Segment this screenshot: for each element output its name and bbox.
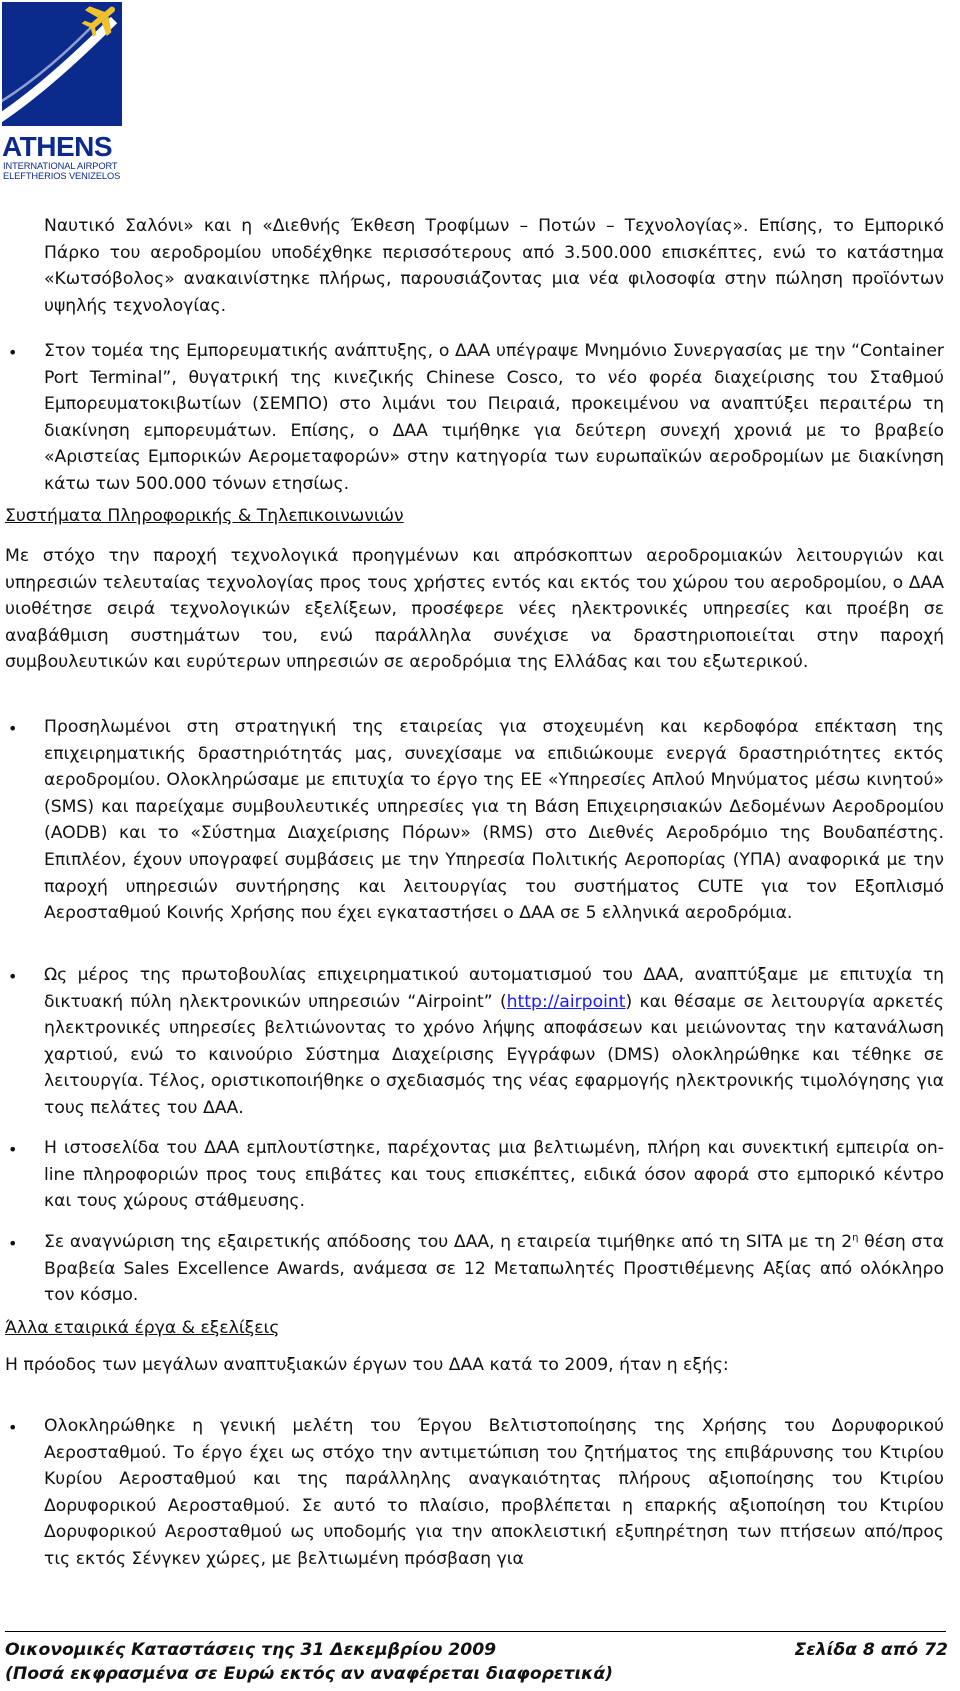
sita-superscript: η — [852, 1232, 859, 1244]
bullet-marker: • — [8, 967, 18, 986]
it-intro-paragraph: Με στόχο την παροχή τεχνολογικά προηγμένων και απρόσκοπτων αεροδρομιακών λειτουργιών και υπηρεσιών τελευταίας τεχνολογίας προς τους χρήστες εντός και εκτός του χώρου του αεροδρομίου, ο ΔΑΑ υιοθέτησε σειρά τεχνολογικών εξελίξεων, προσέφερε νέες ηλεκτρονικές υπηρεσίες και προέβη σε αναβάθμιση συστημάτων του, ενώ παράλληλα συνέχισε να δραστηριοποιείται στην παροχή συμβουλευτικών και ευρύτερων υπηρεσιών σε αεροδρόμια της Ελλάδας και του εξωτερικού. — [5, 546, 944, 673]
bullet-marker: • — [8, 719, 18, 738]
airpoint-link[interactable]: http://airpoint — [506, 991, 626, 1012]
intro-paragraph: Ναυτικό Σαλόνι» και η «Διεθνής Έκθεση Τροφίμων – Ποτών – Τεχνολογίας». Επίσης, το Εμπορικό Πάρκο του αεροδρομίου υποδέχθηκε περισσότερους από 3.500.000 επισκέπτες, ενώ το κατάστημα «Κωτσόβολος» ανακαινίστηκε πλήρως, παρουσιάζοντας μια νέα φιλοσοφία στην πώληση προϊόντων υψηλής τεχνολογίας. — [44, 216, 944, 316]
footer-currency-note: (Ποσά εκφρασμένα σε Ευρώ εκτός αν αναφέρεται διαφορετικά) — [5, 1664, 614, 1684]
projects-bullet-satellite: Ολοκληρώθηκε η γενική μελέτη του Έργου Βελτιστοποίησης της Χρήσης του Δορυφορικού Αεροσταθμού. Το έργο έχει ως στόχο την αντιμετώπιση του ζητήματος της επιβάρυνσης του Κτιρίου Κυρίου Αεροσταθμού και της παράλληλης αναγκαιότητας πλήρους αξιοποίησης του Κτιρίου Δορυφορικού Αεροσταθμού. Σε αυτό το πλαίσιο, προβλέπεται η επαρκής αξιοποίηση του Κτιρίου Δορυφορικού Αεροσταθμού ως υποδομής για την αποκλειστική εξυπηρέτηση των πτήσεων από/προς τις εκτός Σένγκεν χώρες, με βελτιωμένη πρόσβαση για — [44, 1416, 944, 1569]
it-bullet-consulting: Προσηλωμένοι στη στρατηγική της εταιρείας για στοχευμένη και κερδοφόρα επέκταση της επιχειρηματικής δραστηριότητάς μας, συνεχίσαμε να επιδιώκουμε ενεργά δραστηριότητες εκτός αεροδρομίου. Ολοκληρώσαμε με επιτυχία το έργο της ΕΕ «Υπηρεσίες Απλού Μηνύματος μέσω κινητού» (SMS) και παρείχαμε συμβουλευτικές υπηρεσίες για τη Βάση Επιχειρησιακών Δεδομένων Αεροδρομίου (AODB) και το «Σύστημα Διαχείρισης Πόρων» (RMS) στο Διεθνές Αεροδρόμιο της Βουδαπέστης. Επιπλέον, έχουν υπογραφεί συμβάσεις με την Υπηρεσία Πολιτικής Αεροπορίας (ΥΠΑ) αναφορικά με την παροχή υπηρεσιών συντήρησης και λειτουργίας του συστήματος CUTE για τον Εξοπλισμό Αεροσταθμού Κοινής Χρήσης που έχει εγκαταστήσει ο ΔΑΑ σε 5 ελληνικά αεροδρόμια. — [44, 717, 944, 924]
sita-text-2: θέση στα Βραβεία Sales Excellence Awards, ανάμεσα σε 12 Μεταπωλητές Προστιθέμενης Αξίας από ολόκληρο τον κόσμο. — [44, 1232, 944, 1306]
footer-page-number: Σελίδα 8 από 72 — [794, 1640, 948, 1660]
section-heading-other-projects: Άλλα εταιρικά έργα & εξελίξεις — [5, 1318, 280, 1338]
footer-divider — [5, 1631, 946, 1632]
bullet-marker: • — [8, 1140, 18, 1159]
logo-subtitle-1: INTERNATIONAL AIRPORT — [3, 161, 118, 171]
it-bullet-sita-award — [44, 1229, 944, 1309]
logo-wordmark: ATHENS — [2, 131, 113, 162]
bullet-marker: • — [8, 1234, 18, 1253]
footer-statement-title: Οικονομικές Καταστάσεις της 31 Δεκεμβρίου 2009 — [5, 1640, 497, 1660]
logo-subtitle-2: ELEFTHERIOS VENIZELOS — [3, 171, 121, 181]
it-bullet-website: Η ιστοσελίδα του ΔΑΑ εμπλουτίστηκε, παρέχοντας μια βελτιωμένη, πλήρη και συνεκτική εμπειρία on-line πληροφοριών προς τους επιβάτες και τους επισκέπτες, ειδικά όσον αφορά στο εμπορικό κέντρο και τους χώρους στάθμευσης. — [44, 1138, 944, 1212]
athens-airport-logo — [2, 2, 124, 181]
section-heading-it-telecom: Συστήματα Πληροφορικής & Τηλεπικοινωνιών — [5, 506, 404, 526]
bullet-marker: • — [8, 343, 18, 362]
projects-intro-paragraph: Η πρόοδος των μεγάλων αναπτυξιακών έργων του ΔΑΑ κατά το 2009, ήταν η εξής: — [5, 1355, 729, 1375]
airpoint-text-2: ) και θέσαμε σε λειτουργία αρκετές ηλεκτρονικές υπηρεσίες βελτιώνοντας το χρόνο λήψης αποφάσεων και μειώνοντας την κατανάλωση χαρτιού, ενώ το καινούριο Σύστημα Διαχείρισης Εγγράφων (DMS) ολοκληρώθηκε και τέθηκε σε λειτουργία. Τέλος, οριστικοποιήθηκε ο σχεδιασμός της νέας εφαρμογής ηλεκτρονικής τιμολόγησης για τους πελάτες του ΔΑΑ. — [44, 991, 944, 1118]
sita-text-1: Σε αναγνώριση της εξαιρετικής απόδοσης του ΔΑΑ, η εταιρεία τιμήθηκε από τη SITA με τη 2 — [44, 1232, 853, 1252]
it-bullet-airpoint — [44, 962, 944, 1122]
logo-emblem — [2, 2, 122, 126]
bullet-marker: • — [8, 1418, 18, 1437]
airplane-icon — [2, 2, 122, 126]
airpoint-text-1: Ως μέρος της πρωτοβουλίας επιχειρηματικού αυτοματισμού του ΔΑΑ, αναπτύξαμε με επιτυχία τη δικτυακή πύλη ηλεκτρονικών υπηρεσιών “Airpoint” ( — [44, 965, 944, 1012]
cargo-bullet-text: Στον τομέα της Εμπορευματικής ανάπτυξης, ο ΔΑΑ υπέγραψε Μνημόνιο Συνεργασίας με την “Container Port Terminal”, θυγατρική της κινεζικής Chinese Cosco, το νέο φορέα διαχείρισης του Σταθμού Εμπορευματοκιβωτίων (ΣΕΜΠΟ) στο λιμάνι του Πειραιά, προκειμένου να αναπτύξει περαιτέρω τη διακίνηση εμπορευμάτων. Επίσης, ο ΔΑΑ τιμήθηκε για δεύτερη συνεχή χρονιά με το βραβείο «Αριστείας Εμπορικών Αερομεταφορών» στην κατηγορία των ευρωπαϊκών αεροδρομίων με διακίνηση κάτω των 500.000 τόνων ετησίως. — [44, 341, 944, 494]
